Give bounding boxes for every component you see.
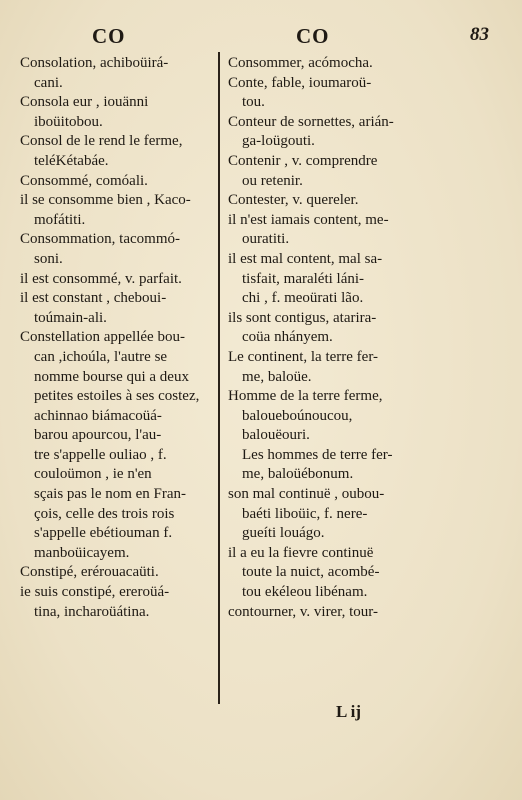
entry-line: il a eu la fievre continuë [228, 544, 374, 561]
running-head-right: CO [296, 24, 330, 48]
entry-line: Constellation appellée bou- [20, 329, 185, 346]
entry-line: ils sont contigus, atarira- [228, 309, 377, 326]
signature-mark: L ij [336, 702, 362, 721]
entry-line: il est consommé, v. parfait. [20, 270, 182, 287]
entry-line: baloueboúnoucou, [242, 407, 353, 424]
entry-line: iboüitobou. [34, 113, 103, 130]
entry-line: petites estoiles à ses costez, [34, 388, 200, 405]
entry-line: il se consomme bien , Kaco- [20, 192, 191, 209]
entry-line: toúmain-ali. [34, 309, 107, 326]
entry-line: tisfait, maraléti láni- [242, 270, 365, 287]
entry-line: mofátiti. [34, 211, 86, 228]
entry-line: tou. [242, 94, 265, 111]
entry-line: Consommation, tacommó- [20, 231, 180, 248]
entry-line: cani. [34, 74, 63, 91]
entry-line: çois, celle des trois rois [34, 505, 175, 522]
entry-line: Contester, v. quereler. [228, 192, 359, 209]
entry-line: Les hommes de terre fer- [242, 446, 393, 463]
entry-line: ie suis constipé, ereroüá- [20, 584, 170, 601]
entry-line: me, baloüe. [242, 368, 312, 385]
entry-line: Consola eur , iouänni [20, 94, 149, 111]
entry-line: manboüicayem. [34, 544, 130, 561]
entry-line: coüa nhányem. [242, 329, 333, 346]
entry-line: Consommer, acómocha. [228, 55, 373, 71]
entry-line: can ,ichoúla, l'autre se [34, 348, 168, 365]
entry-line: teléKétabáe. [34, 152, 109, 169]
entry-line: Consol de le rend le ferme, [20, 133, 183, 150]
entry-line: tou ekéleou libénam. [242, 584, 368, 601]
entry-line: ou retenir. [242, 172, 303, 189]
entry-line: gueíti louágo. [242, 525, 325, 542]
entry-line: contourner, v. virer, tour- [228, 603, 378, 620]
entry-line: son mal continuë , oubou- [228, 486, 385, 503]
right-column [228, 54, 444, 622]
entry-line: Contenir , v. comprendre [228, 152, 378, 169]
column-divider [218, 52, 220, 704]
entry-line: balouëouri. [242, 427, 310, 444]
entry-line: il est mal content, mal sa- [228, 250, 383, 267]
entry-line: couloümon , ie n'en [34, 466, 152, 483]
entry-line: Conteur de sornettes, arián- [228, 113, 394, 130]
left-column [20, 54, 216, 622]
entry-line: soni. [34, 250, 63, 267]
entry-line: achinnao biámacoüá- [34, 407, 162, 424]
entry-line: il est constant , cheboui- [20, 290, 167, 307]
entry-line: toute la nuict, acombé- [242, 564, 380, 581]
entry-line: baéti liboüic, f. nere- [242, 505, 368, 522]
entry-line: chi , f. meoürati lão. [242, 290, 364, 307]
entry-line: Consommé, comóali. [20, 172, 148, 189]
entry-line: Conte, fable, ioumaroü- [228, 74, 372, 91]
entry-line: Constipé, erérouacaüti. [20, 564, 159, 581]
entry-line: nomme bourse qui a deux [34, 368, 189, 385]
entry-line: il n'est iamais content, me- [228, 211, 389, 228]
entry-line: s'appelle ebétiouman f. [34, 525, 173, 542]
entry-line: ouratiti. [242, 231, 290, 248]
entry-line: me, baloüébonum. [242, 466, 354, 483]
page-number: 83 [470, 24, 489, 45]
entry-line: Le continent, la terre fer- [228, 348, 379, 365]
entry-line: Consolation, achiboüirá- [20, 55, 169, 71]
entry-line: barou apourcou, l'au- [34, 427, 162, 444]
entry-line: tre s'appelle ouliao , f. [34, 446, 167, 463]
entry-line: ga-loügouti. [242, 133, 315, 150]
entry-line: sçais pas le nom en Fran- [34, 486, 187, 503]
entry-line: Homme de la terre ferme, [228, 388, 383, 405]
entry-line: tina, incharoüátina. [34, 603, 150, 620]
running-head-left: CO [92, 24, 126, 48]
